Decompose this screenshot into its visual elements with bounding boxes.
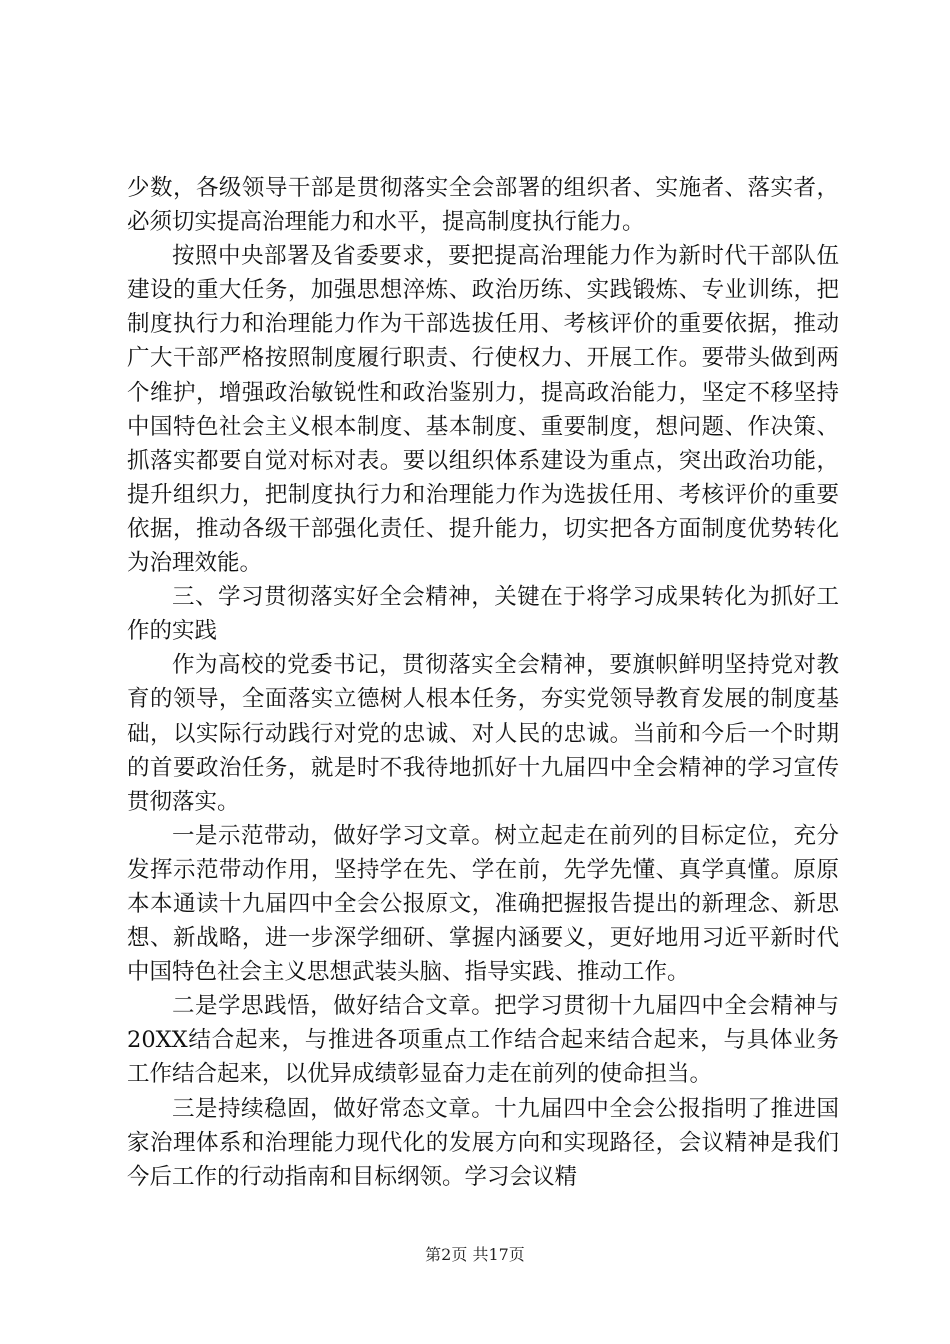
paragraph-continuation: 少数，各级领导干部是贯彻落实全会部署的组织者、实施者、落实者，必须切实提高治理能力和水平，提高制度执行能力。 [127,175,839,236]
paragraph-party-secretary: 作为高校的党委书记，贯彻落实全会精神，要旗帜鲜明坚持党对教育的领导，全面落实立德树人根本任务，夯实党领导教育发展的制度基础，以实际行动践行对党的忠诚、对人民的忠诚。当前和今后一个时期的首要政治任务，就是时不我待地抓好十九届四中全会精神的学习宣传贯彻落实。 [127,652,839,815]
paragraph-point-two: 二是学思践悟，做好结合文章。把学习贯彻十九届四中全会精神与20XX结合起来，与推进各项重点工作结合起来结合起来，与具体业务工作结合起来，以优异成绩彰显奋力走在前列的使命担当。 [127,993,839,1088]
section-heading-three: 三、学习贯彻落实好全会精神，关键在于将学习成果转化为抓好工作的实践 [127,584,839,645]
paragraph-point-one: 一是示范带动，做好学习文章。树立起走在前列的目标定位，充分发挥示范带动作用，坚持学在先、学在前，先学先懂、真学真懂。原原本本通读十九届四中全会公报原文，准确把握报告提出的新理念、新思想、新战略，进一步深学细研、掌握内涵要义，更好地用习近平新时代中国特色社会主义思想武装头脑、指导实践、推动工作。 [127,822,839,986]
document-body [127,171,839,1194]
paragraph-point-three: 三是持续稳固，做好常态文章。十九届四中全会公报指明了推进国家治理体系和治理能力现代化的发展方向和实现路径，会议精神是我们今后工作的行动指南和目标纲领。学习会议精 [127,1095,839,1190]
page-number-footer: 第2页 共17页 [425,1245,525,1264]
paragraph-governance-capacity: 按照中央部署及省委要求，要把提高治理能力作为新时代干部队伍建设的重大任务，加强思想淬炼、政治历练、实践锻炼、专业训练，把制度执行力和治理能力作为干部选拔任用、考核评价的重要依据，推动广大干部严格按照制度履行职责、行使权力、开展工作。要带头做到两个维护，增强政治敏锐性和政治鉴别力，提高政治能力，坚定不移坚持中国特色社会主义根本制度、基本制度、重要制度，想问题、作决策、抓落实都要自觉对标对表。要以组织体系建设为重点，突出政治功能，提升组织力，把制度执行力和治理能力作为选拔任用、考核评价的重要依据，推动各级干部强化责任、提升能力，切实把各方面制度优势转化为治理效能。 [127,243,839,577]
